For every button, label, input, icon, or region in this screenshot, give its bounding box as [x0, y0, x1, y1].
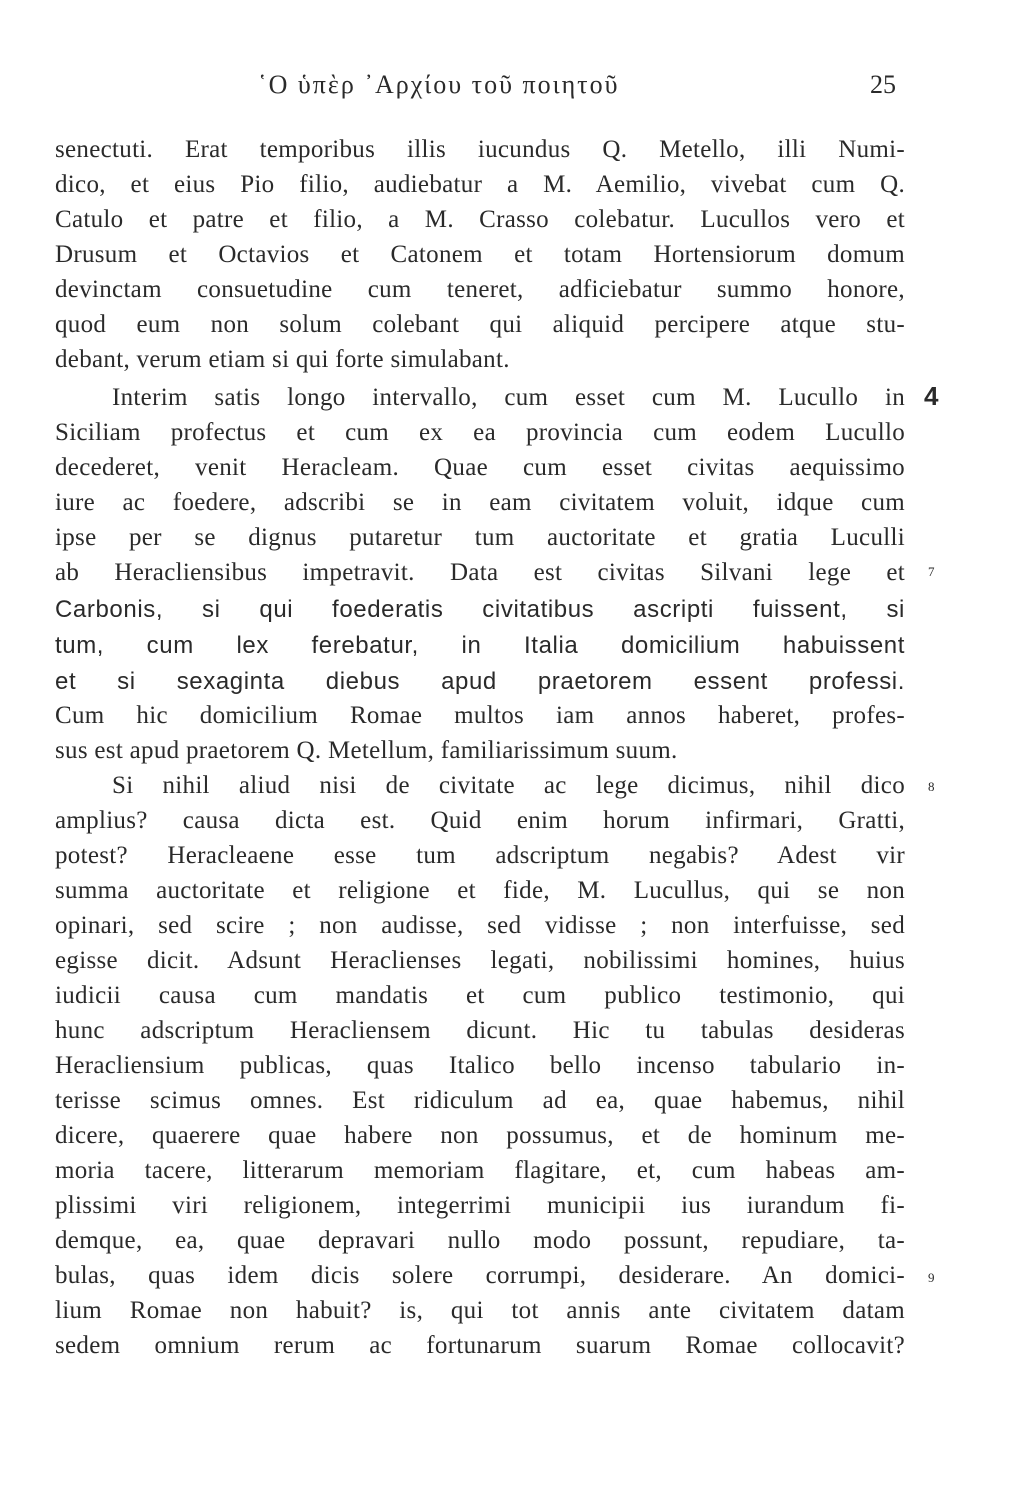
text-line: dicere, quaerere quae habere non possumus, et de hominum me-	[55, 1122, 905, 1149]
text-line: Drusum et Octavios et Catonem et totam Hortensiorum domum	[55, 241, 905, 268]
text-line: summa auctoritate et religione et fide, M. Lucullus, qui se non	[55, 877, 905, 904]
section-number-9: 9	[928, 1270, 935, 1285]
text-line: quod eum non solum colebant qui aliquid percipere atque stu-	[55, 311, 905, 338]
text-line: sedem omnium rerum ac fortunarum suarum Romae collocavit?	[55, 1332, 905, 1359]
text-line: bulas, quas idem dicis solere corrumpi, desiderare. An domici-	[55, 1262, 905, 1289]
text-line: devinctam consuetudine cum teneret, adficiebatur summo honore,	[55, 276, 905, 303]
section-number-4: 4	[924, 381, 939, 411]
text-line: Siciliam profectus et cum ex ea provincia cum eodem Lucullo	[55, 419, 905, 446]
page-number: 25	[870, 70, 896, 99]
header-title: ῾Ο ὑπὲρ ᾿Αρχίου τοῦ ποιητοῦ	[258, 70, 620, 99]
text-line: potest? Heracleaene esse tum adscriptum negabis? Adest vir	[55, 842, 905, 869]
text-line-emphasis: Carbonis, si qui foederatis civitatibus ascripti fuissent, si	[55, 596, 905, 623]
text-line: ab Heracliensibus impetravit. Data est civitas Silvani lege et	[55, 559, 905, 586]
text-line: Si nihil aliud nisi de civitate ac lege dicimus, nihil dico	[112, 772, 905, 799]
text-line: debant, verum etiam si qui forte simulabant.	[55, 346, 510, 373]
text-line: dico, et eius Pio filio, audiebatur a M. Aemilio, vivebat cum Q.	[55, 171, 905, 198]
text-line-emphasis: tum, cum lex ferebatur, in Italia domicilium habuissent	[55, 632, 905, 659]
section-number-7: 7	[928, 564, 935, 579]
text-line: amplius? causa dicta est. Quid enim horum infirmari, Gratti,	[55, 807, 905, 834]
text-line: hunc adscriptum Heracliensem dicunt. Hic tu tabulas desideras	[55, 1017, 905, 1044]
text-line: opinari, sed scire ; non audisse, sed vidisse ; non interfuisse, sed	[55, 912, 905, 939]
text-line: terisse scimus omnes. Est ridiculum ad ea, quae habemus, nihil	[55, 1087, 905, 1114]
text-line: Interim satis longo intervallo, cum esset cum M. Lucullo in	[112, 384, 905, 411]
text-line: senectuti. Erat temporibus illis iucundus Q. Metello, illi Numi-	[55, 136, 905, 163]
text-line: lium Romae non habuit? is, qui tot annis ante civitatem datam	[55, 1297, 905, 1324]
text-line: iudicii causa cum mandatis et cum publico testimonio, qui	[55, 982, 905, 1009]
text-line: decederet, venit Heracleam. Quae cum esset civitas aequissimo	[55, 454, 905, 481]
text-line: Catulo et patre et filio, a M. Crasso colebatur. Lucullos vero et	[55, 206, 905, 233]
text-line: Cum hic domicilium Romae multos iam annos haberet, profes-	[55, 702, 905, 729]
text-line: iure ac foedere, adscribi se in eam civitatem voluit, idque cum	[55, 489, 905, 516]
text-line: ipse per se dignus putaretur tum auctoritate et gratia Luculli	[55, 524, 905, 551]
text-line: plissimi viri religionem, integerrimi municipii ius iurandum fi-	[55, 1192, 905, 1219]
text-line: demque, ea, quae depravari nullo modo possunt, repudiare, ta-	[55, 1227, 905, 1254]
text-line: Heracliensium publicas, quas Italico bello incenso tabulario in-	[55, 1052, 905, 1079]
text-line: moria tacere, litterarum memoriam flagitare, et, cum habeas am-	[55, 1157, 905, 1184]
text-line: egisse dicit. Adsunt Heraclienses legati, nobilissimi homines, huius	[55, 947, 905, 974]
text-line-emphasis: et si sexaginta diebus apud praetorem essent professi.	[55, 668, 905, 695]
text-line: sus est apud praetorem Q. Metellum, familiarissimum suum.	[55, 737, 678, 764]
section-number-8: 8	[928, 779, 935, 794]
